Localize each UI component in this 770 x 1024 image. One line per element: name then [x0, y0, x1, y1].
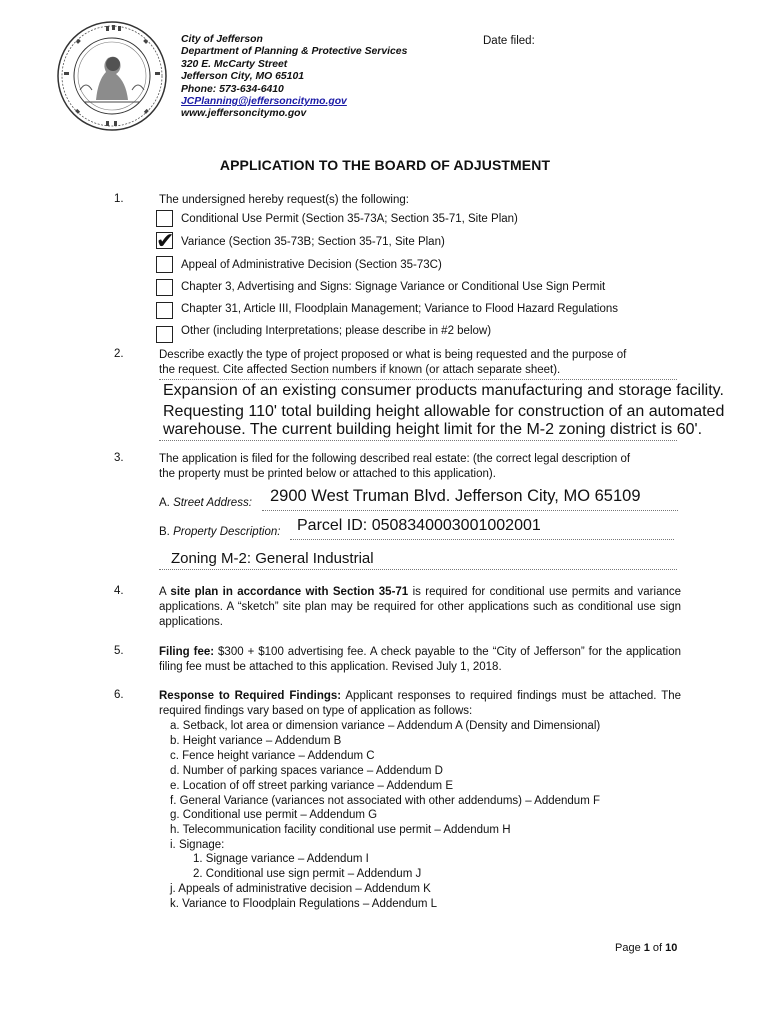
sub-list-item: 1. Signage variance – Addendum I — [193, 853, 369, 865]
street-address-value[interactable]: 2900 West Truman Blvd. Jefferson City, MO 65109 — [270, 487, 641, 505]
option-floodplain-label: Chapter 31, Article III, Floodplain Management; Variance to Flood Hazard Regulations — [181, 303, 619, 315]
option-conditional-use-label: Conditional Use Permit (Section 35-73A; Section 35-71, Site Plan) — [181, 213, 518, 225]
street-address-line — [262, 510, 678, 511]
list-item: i. Signage: — [170, 839, 225, 851]
section3-line2: the property must be printed below or attached to this application). — [159, 468, 496, 480]
option-variance-label: Variance (Section 35-73B; Section 35-71, Site Plan) — [181, 236, 445, 248]
checkbox-conditional-use[interactable] — [156, 210, 173, 227]
list-item: d. Number of parking spaces variance – Addendum D — [170, 765, 443, 777]
answer-rule — [159, 569, 677, 570]
section-number: 2. — [114, 348, 124, 360]
list-item: e. Location of off street parking variance – Addendum E — [170, 780, 453, 792]
department-name: Department of Planning & Protective Services — [181, 46, 408, 58]
section2-line2: the request. Cite affected Section numbers if known (or attach separate sheet). — [159, 364, 561, 376]
city-state-zip: Jefferson City, MO 65101 — [181, 71, 305, 83]
list-item: j. Appeals of administrative decision – Addendum K — [170, 883, 431, 895]
section4-text: A site plan in accordance with Section 35-71 is required for conditional use permits and variance applications. A “sketch” site plan may be required for other applications such as conditional use sign applications. — [159, 586, 682, 628]
section3-line1: The application is filed for the following described real estate: (the correct legal description of — [159, 453, 631, 465]
list-item: f. General Variance (variances not associated with other addendums) – Addendum F — [170, 795, 600, 807]
section-number: 3. — [114, 452, 124, 464]
property-description-line — [290, 539, 674, 540]
checkbox-other[interactable] — [156, 326, 173, 343]
section-number: 1. — [114, 193, 124, 205]
street-address-label: A. Street Address: — [159, 497, 252, 509]
page-number: Page 1 of 10 — [615, 942, 678, 954]
answer-rule — [159, 440, 677, 441]
section1-intro: The undersigned hereby request(s) the following: — [159, 194, 409, 206]
list-item: a. Setback, lot area or dimension variance – Addendum A (Density and Dimensional) — [170, 720, 601, 732]
email-link[interactable]: JCPlanning@jeffersoncitymo.gov — [181, 96, 347, 108]
option-other-label: Other (including Interpretations; please describe in #2 below) — [181, 325, 492, 337]
date-filed-label: Date filed: — [483, 35, 535, 47]
checkbox-appeal[interactable] — [156, 256, 173, 273]
list-item: k. Variance to Floodplain Regulations – Addendum L — [170, 898, 438, 910]
phone: Phone: 573-634-6410 — [181, 83, 284, 95]
list-item: b. Height variance – Addendum B — [170, 735, 342, 747]
section-number: 5. — [114, 645, 124, 657]
header-block — [181, 34, 407, 121]
section-number: 6. — [114, 689, 124, 701]
section-number: 4. — [114, 585, 124, 597]
checkbox-floodplain[interactable] — [156, 302, 173, 319]
project-description-line1[interactable]: Expansion of an existing consumer products manufacturing and storage facility. — [163, 382, 724, 399]
page-title: APPLICATION TO THE BOARD OF ADJUSTMENT — [219, 157, 551, 173]
street-address: 320 E. McCarty Street — [181, 58, 288, 70]
section5-text: Filing fee: $300 + $100 advertising fee. A check payable to the “City of Jefferson” for the application filing fee must be attached to this application. Revised July 1, 2018. — [159, 646, 681, 673]
option-appeal-label: Appeal of Administrative Decision (Section 35-73C) — [181, 259, 442, 271]
list-item: h. Telecommunication facility conditional use permit – Addendum H — [170, 824, 511, 836]
org-name: City of Jefferson — [181, 34, 263, 45]
property-description-value[interactable]: Parcel ID: 0508340003001002001 — [297, 517, 541, 534]
project-description-line2[interactable]: Requesting 110' total building height allowable for construction of an automated — [163, 403, 725, 420]
property-description-label: B. Property Description: — [159, 526, 281, 538]
zoning-value[interactable]: Zoning M-2: General Industrial — [171, 550, 374, 567]
list-item: c. Fence height variance – Addendum C — [170, 750, 375, 762]
list-item: g. Conditional use permit – Addendum G — [170, 809, 378, 821]
project-description-line3[interactable]: warehouse. The current building height limit for the M-2 zoning district is 60'. — [163, 421, 703, 438]
checkbox-signage[interactable] — [156, 279, 173, 296]
city-seal-logo — [56, 20, 168, 132]
sub-list-item: 2. Conditional use sign permit – Addendum J — [193, 868, 422, 880]
check-mark-icon: ✔ — [156, 228, 175, 253]
website: www.jeffersoncitymo.gov — [181, 108, 307, 120]
section2-line1: Describe exactly the type of project proposed or what is being requested and the purpose of — [159, 349, 627, 361]
section6-text: Response to Required Findings: Applicant responses to required findings must be attached. The required findings vary based on type of application as follows: — [159, 690, 682, 717]
option-signage-label: Chapter 3, Advertising and Signs: Signage Variance or Conditional Use Sign Permit — [181, 281, 606, 293]
